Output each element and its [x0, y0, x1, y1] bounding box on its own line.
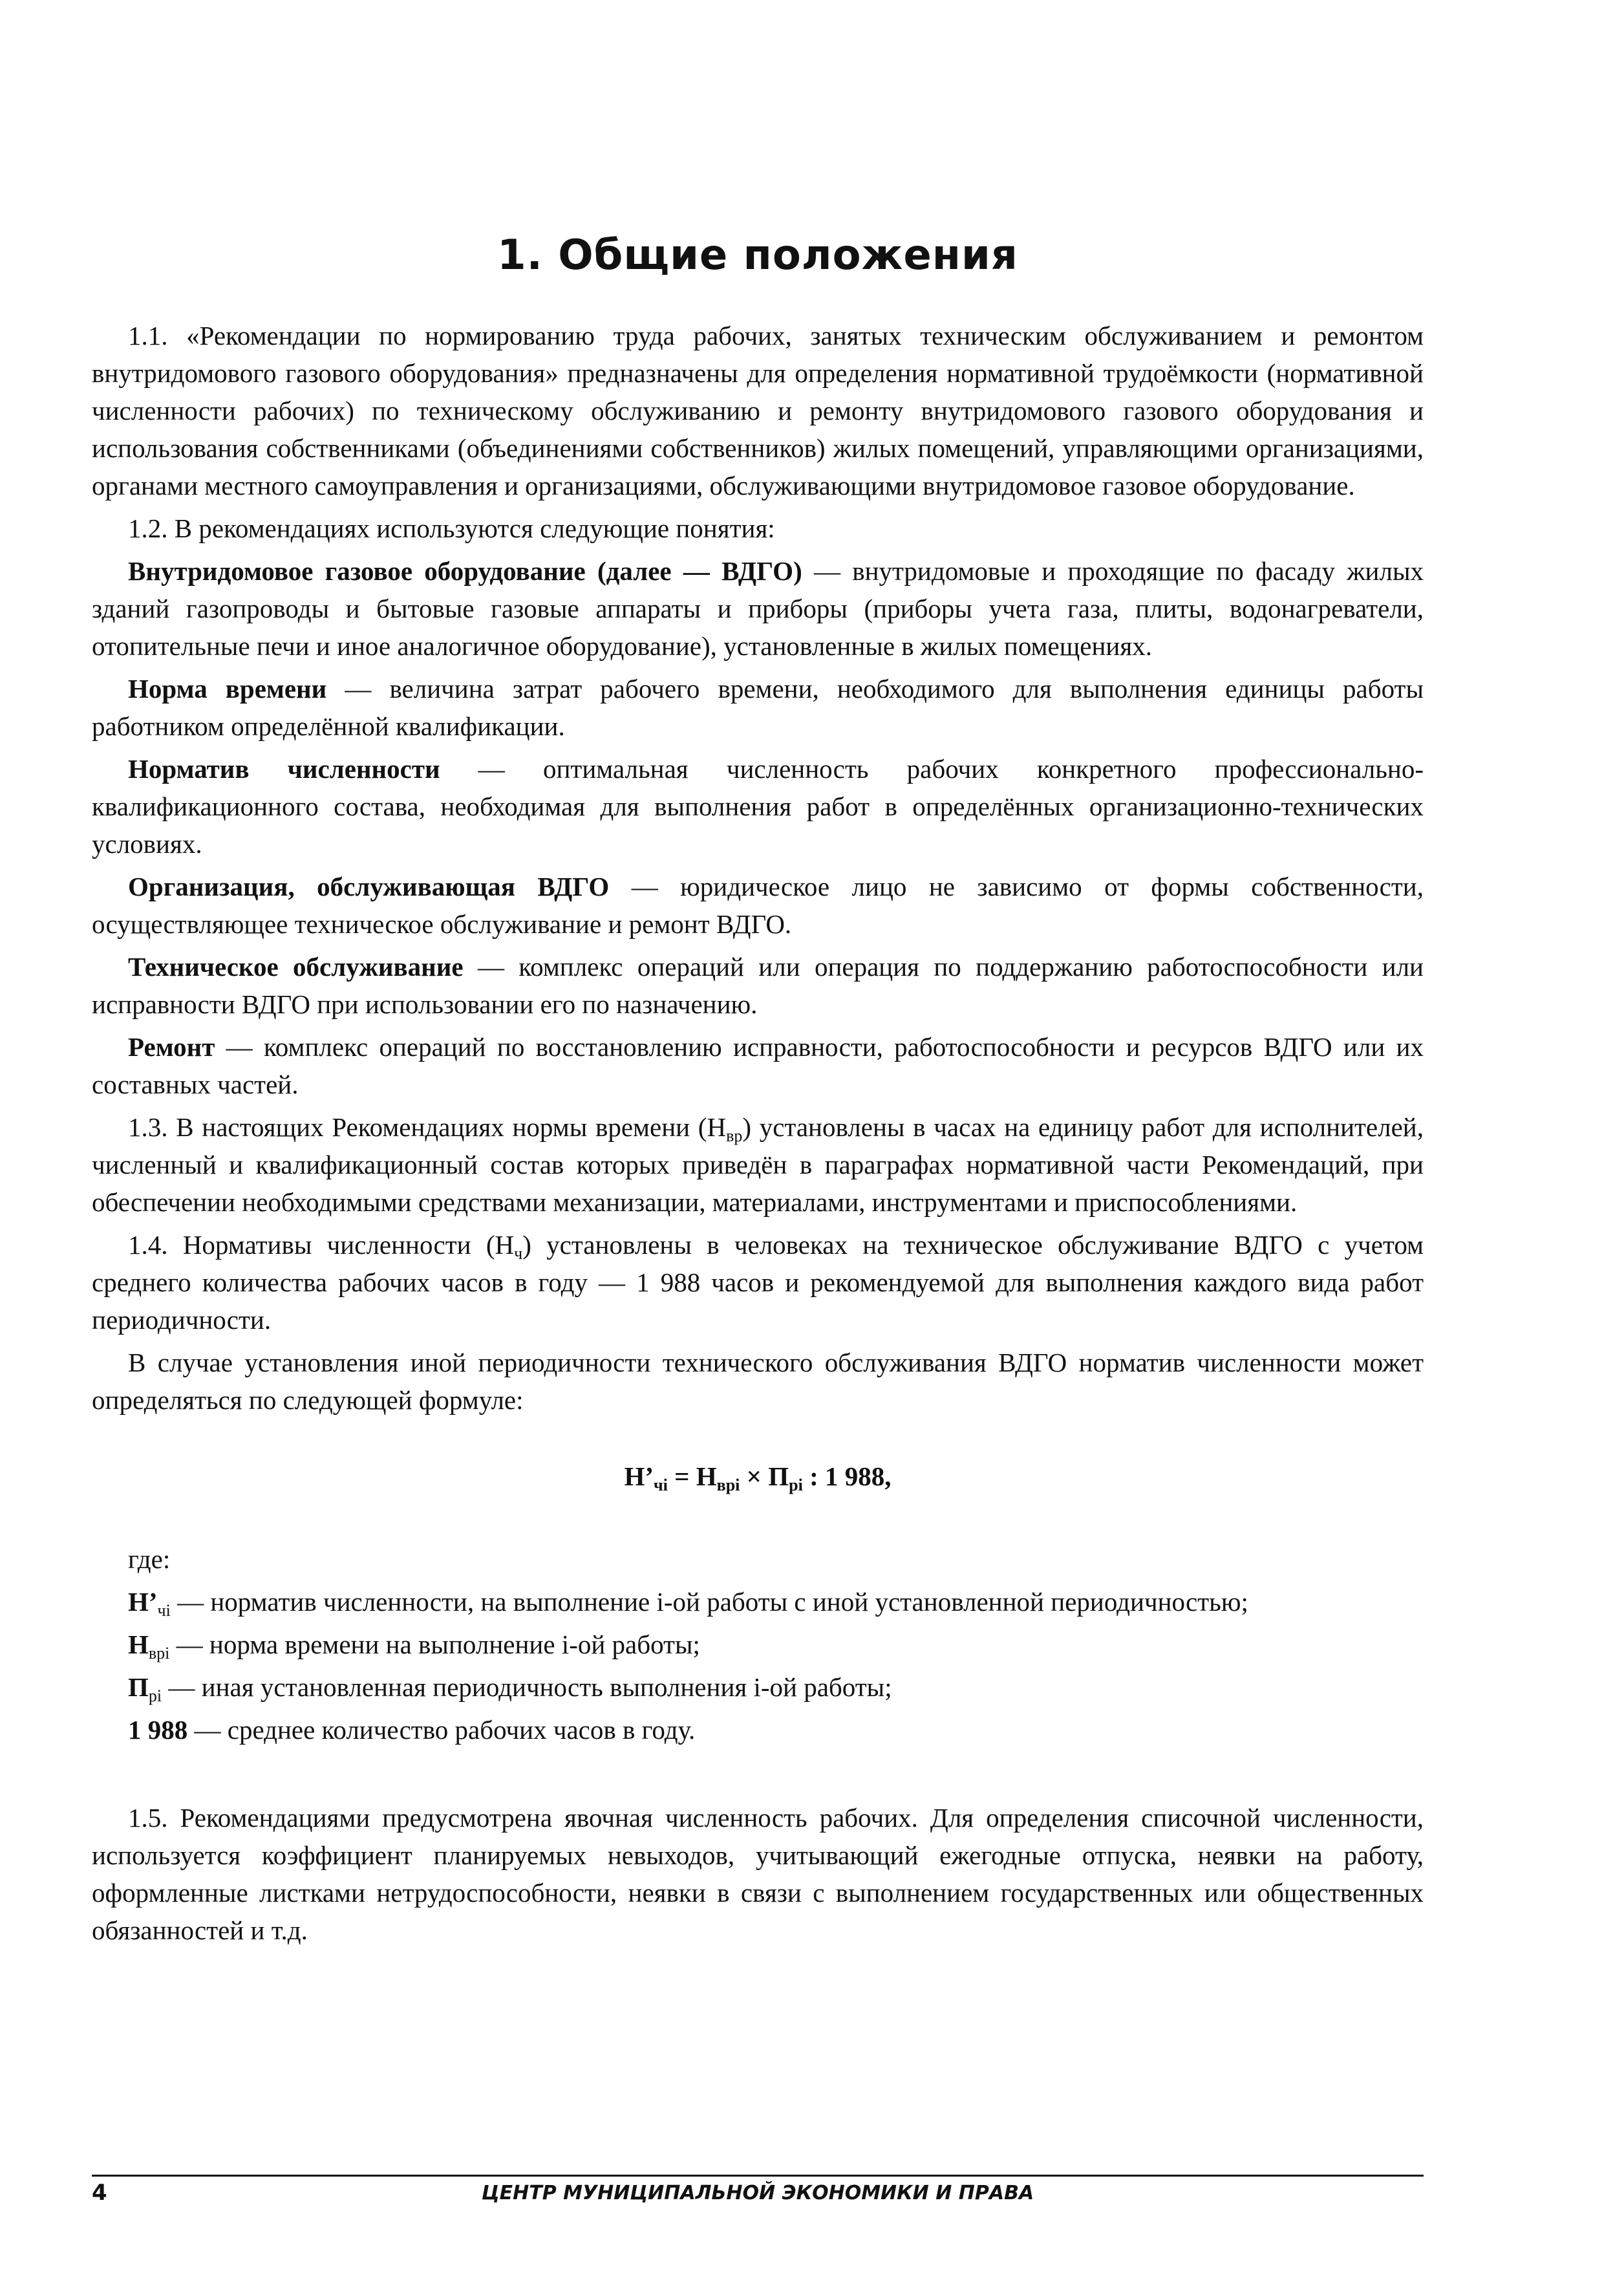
- definition-vdgo: [92, 552, 1424, 665]
- document-body: [92, 317, 1424, 1954]
- footer-publisher: ЦЕНТР МУНИЦИПАЛЬНОЙ ЭКОНОМИКИ И ПРАВА: [481, 2182, 1034, 2204]
- definition-maintenance: [92, 948, 1424, 1023]
- where-item: 1 988 — среднее количество рабочих часов в году.: [128, 1715, 696, 1745]
- footer-rule: [92, 2175, 1424, 2177]
- where-item: $Н’_{чi}$ — норматив численности, на выполнение i-ой работы с иной установленной периодичностью;: [128, 1587, 1248, 1620]
- term: Техническое обслуживание: [128, 952, 464, 982]
- paragraph-1-1: 1.1. «Рекомендации по нормированию труда рабочих, занятых техническим обслуживанием и ремонтом внутридомового газового оборудования» предназначены для определения нормативной трудоёмкости (нормативной численности рабочих) по техническому обслуживанию и ремонту внутридомового газового оборудования и использования собственниками (объединениями собственников) жилых помещений, управляющими организациями, органами местного самоуправления и организациями, обслуживающими внутридомовое газовое оборудование.: [92, 321, 1424, 501]
- formula: $Н’_{чi} = Н_{врi} \times П_{рi}$ : 1 988,: [624, 1461, 892, 1494]
- spacer: [92, 1754, 1424, 1799]
- section-title: 1. Общие положения: [497, 231, 1018, 279]
- definition-norm-time: [92, 670, 1424, 745]
- paragraph-case: В случае установления иной периодичности технического обслуживания ВДГО норматив численности может определяться по следующей формуле:: [92, 1348, 1424, 1415]
- term: Ремонт: [128, 1032, 215, 1062]
- paragraph-1-5: 1.5. Рекомендациями предусмотрена явочная численность рабочих. Для определения списочной численности, используется коэффициент планируемых невыходов, учитывающий ежегодные отпуска, неявки на работу, оформленные листками нетрудоспособности, неявки в связи с выполнением государственных или общественных обязанностей и т.д.: [92, 1803, 1424, 1945]
- where-label: где:: [128, 1544, 171, 1574]
- where-item: $П_{рi}$ — иная установленная периодичность выполнения i-ой работы;: [128, 1672, 892, 1705]
- definition-norm-staff: [92, 750, 1424, 863]
- term: Организация, обслуживающая ВДГО: [128, 872, 610, 901]
- paragraph-1-4: 1.4. Нормативы численности $(Н_ч)$ установлены в человеках на техническое обслуживание ВДГО с учетом среднего количества рабочих часов в году — 1 988 часов и рекомендуемой для выполнения каждого вида работ периодичности.: [92, 1230, 1424, 1335]
- definition-text: — юридическое лицо не зависимо от формы собственности, осуществляющее техническое обслуживание и ремонт ВДГО.: [92, 872, 1424, 939]
- definition-text: — внутридомовые и проходящие по фасаду жилых зданий газопроводы и бытовые газовые аппараты и приборы (приборы учета газа, плиты, водонагреватели, отопительные печи и иное аналогичное оборудование), установленные в жилых помещениях.: [92, 556, 1424, 661]
- definition-text: — комплекс операций по восстановлению исправности, работоспособности и ресурсов ВДГО или их составных частей.: [92, 1032, 1424, 1099]
- paragraph-1-2: 1.2. В рекомендациях используются следующие понятия:: [128, 513, 775, 543]
- term: Норма времени: [128, 674, 327, 704]
- where-item: $Н_{врi}$ — норма времени на выполнение i-ой работы;: [128, 1630, 700, 1663]
- definition-text: — величина затрат рабочего времени, необходимого для выполнения единицы работы работником определённой квалификации.: [92, 674, 1424, 741]
- page-number: 4: [92, 2180, 107, 2206]
- paragraph-1-3: 1.3. В настоящих Рекомендациях нормы времени $(Н_{вр})$ установлены в часах на единицу работ для исполнителей, численный и квалификационный состав которых приведён в параграфах нормативной части Рекомендаций, при обеспечении необходимыми средствами механизации, материалами, инструментами и приспособлениями.: [92, 1112, 1424, 1217]
- term: Норматив численности: [128, 754, 440, 784]
- definition-text: — комплекс операций или операция по поддержанию работоспособности или исправности ВДГО при использовании его по назначению.: [92, 952, 1424, 1019]
- definition-organization: [92, 868, 1424, 943]
- definition-repair: [92, 1028, 1424, 1103]
- definition-text: — оптимальная численность рабочих конкретного профессионально-квалификационного состава, необходимая для выполнения работ в определённых организационно-технических условиях.: [92, 754, 1424, 859]
- term: Внутридомовое газовое оборудование (далее — ВДГО): [128, 556, 802, 586]
